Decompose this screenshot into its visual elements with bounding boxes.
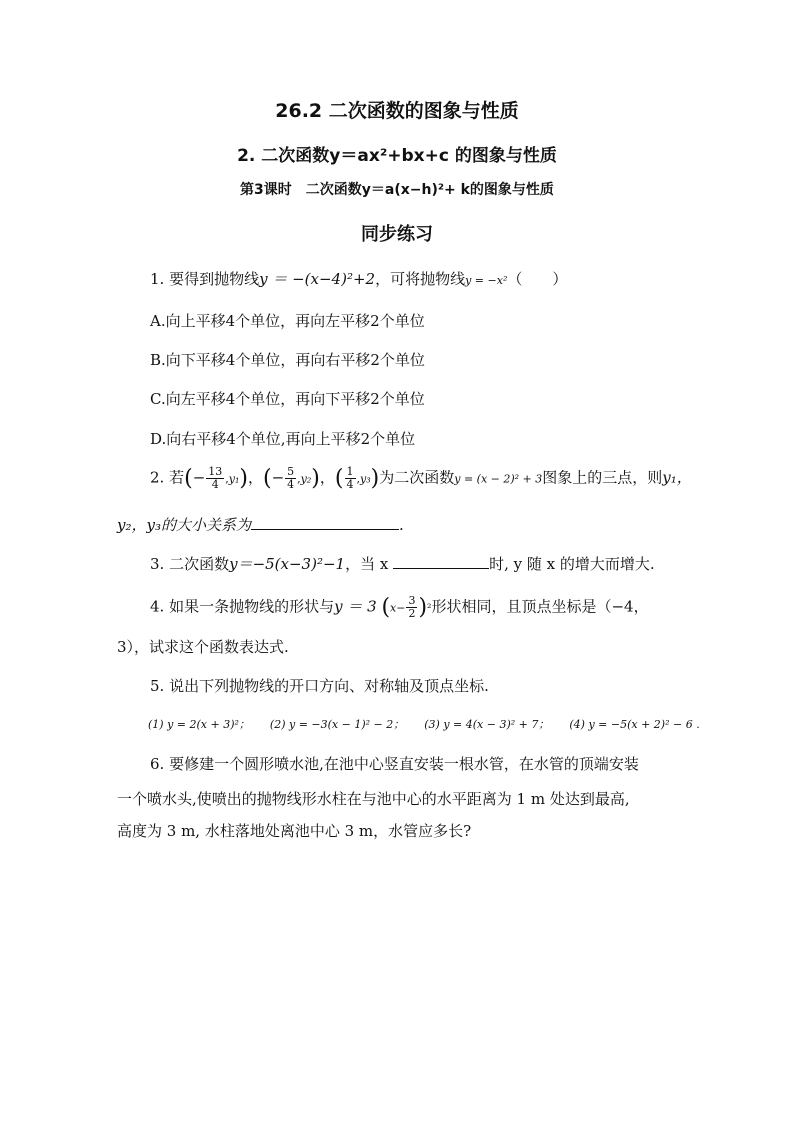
q2-point-1-fraction: $\frac{13}{4}$: [208, 465, 223, 491]
practice-title: 同步练习: [361, 224, 433, 245]
question-6-line-3: 高度为 3 m, 水柱落地处离池中心 3 m，水管应多长?: [117, 822, 472, 840]
q2-answer-blank[interactable]: [251, 515, 399, 530]
q1-target-equation: y ＝ −(x−4)²+2: [259, 270, 376, 288]
question-4-line-2: 3），试求这个函数表达式.: [117, 638, 289, 656]
q5-equation-1: (1) y = 2(x + 3)²；: [148, 718, 250, 731]
q2-point-3-fraction: $\frac{1}{4}$: [346, 465, 354, 491]
q2-function: y = (x − 2)² + 3: [454, 472, 543, 486]
q5-equation-3: (3) y = 4(x − 3)² + 7；: [424, 718, 550, 731]
q1-option-a: A.向上平移4个单位，再向左平移2个单位: [150, 312, 425, 330]
question-5-stem: 5. 说出下列抛物线的开口方向、对称轴及顶点坐标.: [150, 677, 489, 695]
lesson-title: 第3课时 二次函数y＝a(x−h)²+ k的图象与性质: [240, 182, 554, 198]
q5-equation-4: (4) y = −5(x + 2)² − 6 .: [569, 718, 700, 731]
q5-equation-2: (2) y = −3(x − 1)² − 2；: [269, 718, 405, 731]
question-4-line-1: 4. 如果一条抛物线的形状与y ＝ 3 (x− $\frac{3}{2}$ )²形状相同，且顶点坐标是（−4，: [150, 594, 649, 620]
section-title: 26.2 二次函数的图象与性质: [275, 100, 519, 122]
question-6-line-1: 6. 要修建一个圆形喷水池,在池中心竖直安装一根水管，在水管的顶端安装: [150, 755, 639, 773]
q3-answer-blank[interactable]: [393, 554, 489, 569]
question-3: 3. 二次函数y＝−5(x−3)²−1，当 x 时, y 随 x 的增大而增大.: [150, 555, 655, 573]
q5-equations: [148, 716, 700, 732]
question-2-line-2: y₂，y₃的大小关系为 .: [117, 516, 404, 534]
question-1-stem: 1. 要得到抛物线y ＝ −(x−4)²+2，可将抛物线y = −x²（ ）: [150, 270, 568, 288]
question-2-line-1: 2. 若(− $\frac{13}{4}$ ,y₁)，(− $\frac{5}{4}$ ,y₂)，( $\frac{1}{4}$ ,y₃)为二次函数y = (x − 2)² + 3图象上的三点，则y₁，: [150, 465, 692, 491]
subsection-title: 2. 二次函数y＝ax²+bx+c 的图象与性质: [237, 146, 557, 166]
q1-option-b: B.向下平移4个单位，再向右平移2个单位: [150, 351, 425, 369]
q1-option-c: C.向左平移4个单位，再向下平移2个单位: [150, 390, 425, 408]
q2-point-2-fraction: $\frac{5}{4}$: [287, 465, 295, 491]
q4-fraction: $\frac{3}{2}$: [408, 594, 416, 620]
question-6-line-2: 一个喷水头,使喷出的抛物线形水柱在与池中心的水平距离为 1 m 处达到最高,: [117, 790, 630, 808]
q1-source-equation: y = −x²: [465, 274, 508, 287]
q1-option-d: D.向右平移4个单位,再向上平移2个单位: [150, 430, 416, 448]
